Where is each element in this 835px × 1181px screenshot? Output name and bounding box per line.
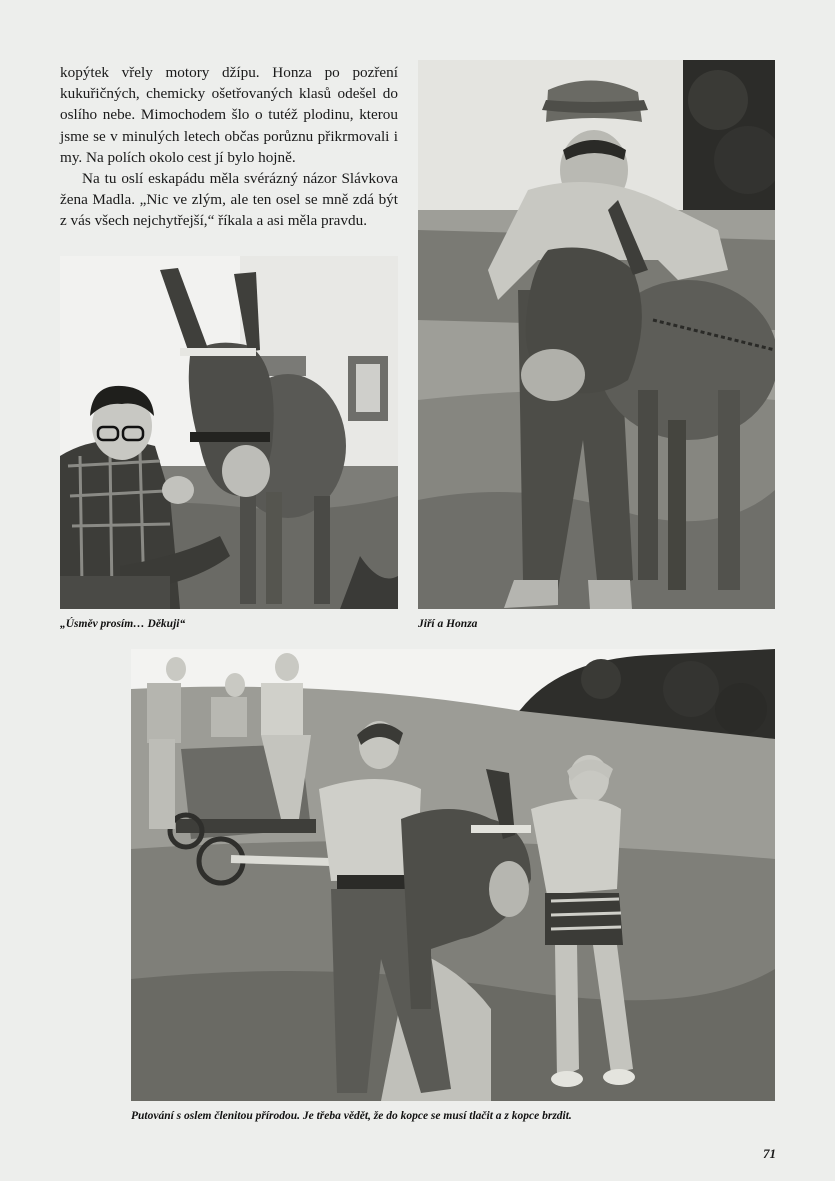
photo-journey-with-donkey [131, 649, 775, 1101]
caption-smile: „Úsměv prosím… Děkuji“ [60, 618, 186, 630]
photo-jiri-and-honza [418, 60, 775, 609]
paragraph-2: Na tu oslí eskapádu měla svérázný názor Slávkova žena Madla. „Nic ve zlým, ale ten osel se mně zdá být z vás všech nejchytřejší,“ říkala a asi měla pravdu. [60, 170, 398, 230]
caption-journey: Putování s oslem členitou přírodou. Je třeba vědět, že do kopce se musí tlačit a z kopce brzdit. [131, 1110, 572, 1122]
paragraph-1: kopýtek vřely motory džípu. Honza po pozření kukuřičných, chemicky ošetřovaných klasů odešel do oslího nebe. Mimochodem šlo o tutéž plodinu, kterou jsme se v minulých letech občas porůznu přikrmovali i my. Na polích okolo cest jí bylo hojně. [60, 64, 398, 166]
page-number: 71 [763, 1146, 776, 1161]
caption-jiri-and-honza: Jiří a Honza [418, 618, 478, 630]
body-text [60, 62, 398, 232]
photo-man-with-donkey [60, 256, 398, 609]
